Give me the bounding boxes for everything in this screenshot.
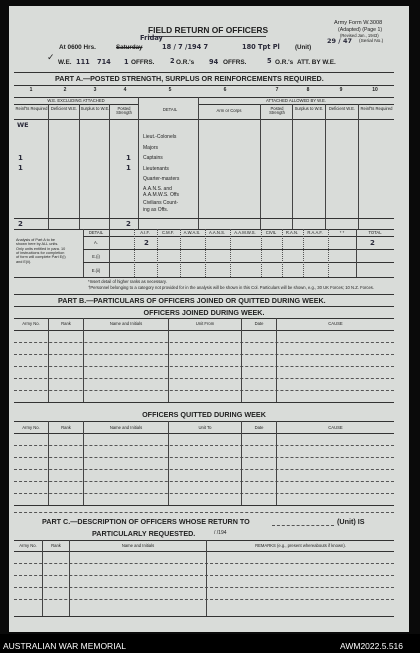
part-c-title-d: / /194: [214, 530, 227, 536]
reinf-we: WE: [17, 121, 29, 129]
col-header: Surplus to W.E.: [294, 106, 324, 111]
att-by-we-label: ATT. BY W.E.: [297, 59, 336, 66]
analysis-row: A.: [94, 240, 98, 245]
col-num: 6: [223, 87, 227, 93]
analysis-total-value: 2: [370, 239, 375, 247]
analysis-row: E.(ii): [91, 268, 101, 273]
date-handwritten: 18 / 7 /194 7: [162, 43, 209, 51]
form-number: Army Form W.3008: [334, 20, 383, 26]
footer-right: AWM2022.5.516: [340, 641, 403, 651]
joined-title: OFFICERS JOINED DURING WEEK.: [143, 308, 265, 317]
col-header: Surplus to W.E.: [80, 106, 110, 111]
col-header: Deficient W.E.: [50, 106, 78, 111]
col-header: Posted Strength: [269, 106, 285, 116]
part-b-title: PART B.—PARTICULARS OF OFFICERS JOINED OR QUITTED DURING WEEK.: [58, 296, 326, 305]
analysis-col: * *: [339, 230, 345, 235]
form-revised: (Revised Jan., 1943): [340, 33, 379, 38]
joined-col: Name and Initials: [109, 321, 143, 326]
form-title: FIELD RETURN OF OFFICERS: [148, 25, 269, 35]
day-printed: Saturday: [116, 44, 143, 51]
tick-mark: ✓: [47, 52, 55, 62]
offrs-count: 1: [124, 58, 129, 66]
col-num: 7: [275, 87, 279, 93]
analysis-col: A.W.A.S.: [183, 230, 201, 235]
quitted-col: Date: [254, 425, 264, 430]
we-label: W.E.: [58, 59, 72, 66]
serial-label: (Serial No.): [359, 39, 384, 44]
col-num: 8: [306, 87, 310, 93]
part-c-title-c: PARTICULARLY REQUESTED.: [92, 529, 196, 538]
analysis-note: Analysis of Part A to be shown here by ALL units. Only units entitled in para. 10 of instructions for completion of form will complete Part E(i) and E(ii).: [16, 238, 66, 264]
we-excluding-attached: W.E. EXCLUDING ATTACHED: [47, 98, 105, 103]
reinf-total: 2: [18, 220, 23, 228]
col-num: 9: [339, 87, 343, 93]
quitted-col: Rank: [61, 425, 71, 430]
joined-col: CAUSE: [328, 321, 343, 326]
analysis-col: A.I.F.: [140, 230, 150, 235]
att-ors-label: O.R.'s: [275, 59, 294, 66]
we-ors: 714: [97, 58, 111, 66]
serial-number: 29 / 47: [327, 37, 352, 45]
analysis-col: DETAIL: [88, 230, 104, 235]
col-num: 4: [123, 87, 127, 93]
analysis-col: R.A.N.: [285, 230, 299, 235]
analysis-row: E.(i): [92, 254, 100, 259]
rank-label: Quarter-masters: [143, 176, 180, 182]
quitted-col: Unit To: [198, 425, 212, 430]
joined-col: Date: [254, 321, 264, 326]
offrs-label: OFFRS.: [131, 59, 155, 66]
quitted-col: Name and Initials: [109, 425, 143, 430]
ors-count: 2: [170, 57, 175, 65]
col-header: Deficient W.E.: [328, 106, 356, 111]
analysis-aif-value: 2: [144, 239, 149, 247]
rank-label: ing as Offs.: [143, 207, 169, 213]
part-c-col: Name and Initials: [121, 543, 155, 548]
col-num: 10: [372, 87, 378, 93]
att-offrs-label: OFFRS.: [223, 59, 247, 66]
rank-label: Majors: [143, 145, 159, 151]
col-header: Reinf'ts Required: [360, 106, 393, 111]
form-adapted: (Adapted) (Page 1): [338, 27, 383, 33]
col-header: Arm or Corps: [216, 108, 242, 113]
col-header: Posted Strength: [116, 106, 132, 116]
col-header: Reinf'ts Required: [15, 106, 48, 111]
rank-label: Lieutenants: [143, 166, 169, 172]
at-hours-label: At 0600 Hrs.: [59, 44, 96, 51]
att-ors-count: 5: [267, 57, 272, 65]
reinf-lieutenants: 1: [18, 164, 23, 172]
posted-captains: 1: [126, 154, 131, 162]
day-handwritten: Friday: [140, 34, 163, 42]
part-c-title-b: (Unit) IS: [337, 517, 365, 526]
rank-label: Lieut.-Colonels: [143, 134, 177, 140]
joined-col: Unit From: [195, 321, 215, 326]
analysis-col: CIVIL: [265, 230, 277, 235]
posted-total: 2: [126, 220, 131, 228]
col-num: 3: [93, 87, 97, 93]
part-c-title-a: PART C.—DESCRIPTION OF OFFICERS WHOSE RETURN TO: [42, 517, 250, 526]
analysis-col: C.M.F.: [161, 230, 175, 235]
joined-col: Army No.: [22, 321, 40, 326]
col-num: 2: [63, 87, 67, 93]
attached-allowed: ATTACHED ALLOWED BY W.E.: [265, 98, 327, 103]
rank-label: A.A.N.S. and: [143, 186, 172, 192]
ors-label: O.R.'s: [176, 59, 195, 66]
quitted-col: CAUSE: [328, 425, 343, 430]
analysis-col: A.A.N.S.: [208, 230, 226, 235]
att-offrs-count: 94: [209, 58, 219, 66]
part-a-title: PART A.—POSTED STRENGTH, SURPLUS OR REINFORCEMENTS REQUIRED.: [55, 74, 324, 83]
detail-header: DETAIL: [162, 107, 178, 112]
col-num: 5: [168, 87, 172, 93]
col-num: 1: [29, 87, 33, 93]
footer-left: AUSTRALIAN WAR MEMORIAL: [3, 641, 126, 651]
analysis-col: TOTAL: [368, 230, 382, 235]
rank-label: A.A.M.W.S. Offs: [143, 192, 180, 198]
note-2: †Personnel belonging to a category not provided for in the analysis will be shown in this Col. Particulars will be shown, e.g., 30 UK Forces; 10 N.Z. Forces.: [88, 285, 375, 290]
joined-col: Rank: [61, 321, 71, 326]
posted-lieutenants: 1: [126, 164, 131, 172]
part-c-col: REMARKS (e.g., present whereabouts if known).: [255, 543, 346, 548]
analysis-col: A.A.M.W.S.: [234, 230, 256, 235]
reinf-captains: 1: [18, 154, 23, 162]
rank-label: Captains: [143, 155, 163, 161]
unit-label: (Unit): [295, 44, 312, 51]
we-offrs: 111: [76, 58, 90, 66]
quitted-col: Army No.: [22, 425, 40, 430]
part-c-col: Army No.: [19, 543, 37, 548]
quitted-title: OFFICERS QUITTED DURING WEEK: [142, 410, 266, 419]
unit-handwritten: 180 Tpt Pl: [242, 43, 280, 51]
part-c-col: Rank: [51, 543, 61, 548]
analysis-col: R.A.A.F.: [307, 230, 323, 235]
note-1: *Insert detail of higher ranks as necessary.: [88, 279, 167, 284]
rank-label: Civilians Count-: [143, 200, 179, 206]
